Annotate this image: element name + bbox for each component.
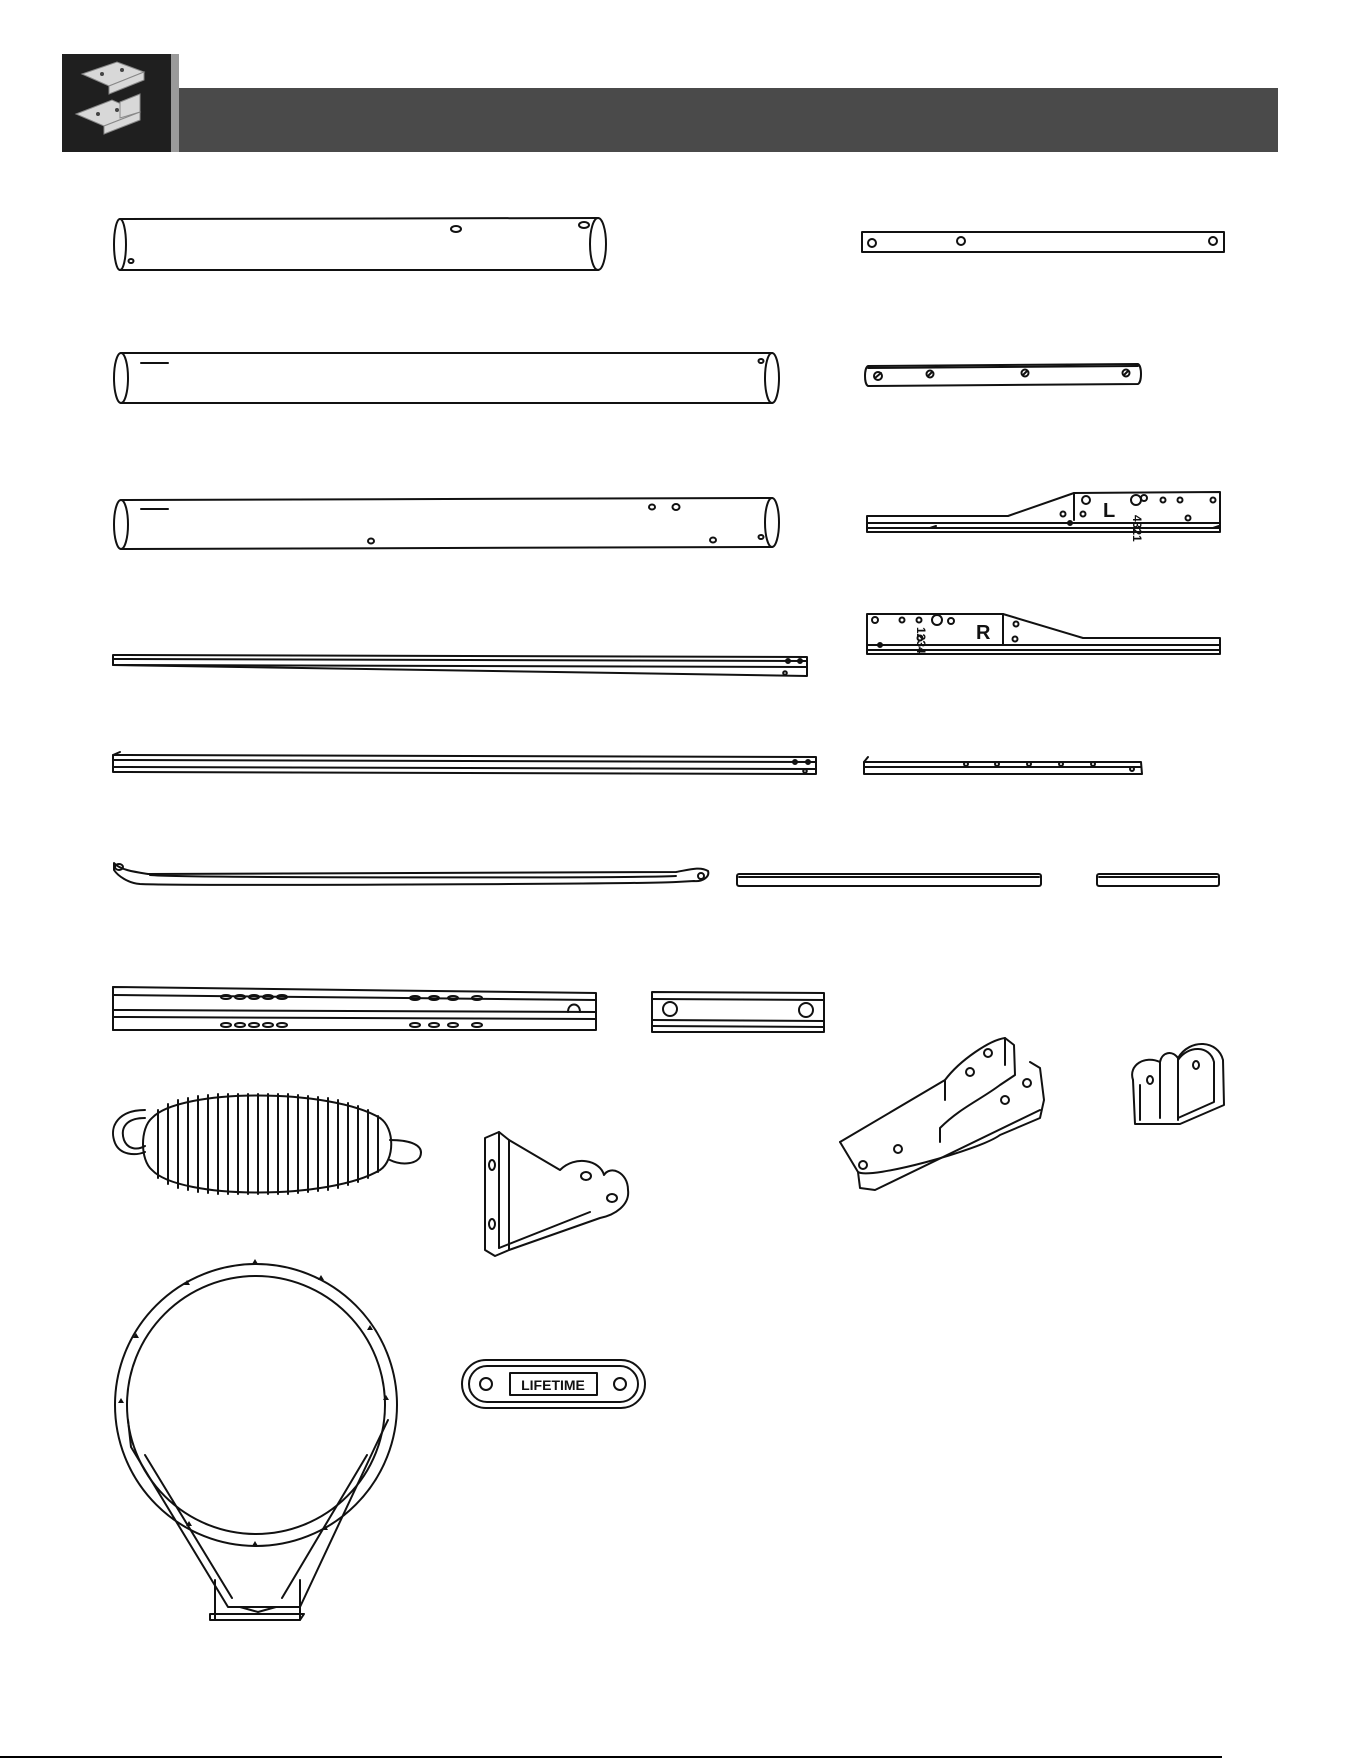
l-bracket <box>485 1132 628 1256</box>
logo-text: LIFETIME <box>521 1377 585 1393</box>
channel-short <box>652 992 824 1032</box>
square-tube-longest <box>113 752 816 774</box>
short-bar <box>1097 874 1219 886</box>
footer-rule <box>0 1756 1222 1758</box>
left-support-arm <box>867 492 1220 532</box>
basketball-rim <box>115 1259 397 1620</box>
channel-long <box>113 987 596 1030</box>
tapered-brace <box>114 863 708 885</box>
u-bracket <box>1132 1044 1224 1124</box>
long-round-pole <box>114 353 779 403</box>
flat-strap-top <box>862 232 1224 252</box>
short-round-pole <box>114 218 606 270</box>
flat-strap <box>865 364 1141 386</box>
long-bar <box>737 874 1041 886</box>
spring <box>113 1094 421 1194</box>
rim-bracket <box>840 1038 1044 1190</box>
left-arm-hole-numbers: 4321 <box>1130 515 1144 542</box>
square-tube-long <box>113 655 807 676</box>
right-arm-hole-numbers: 1234 <box>914 627 928 654</box>
right-arm-label: R <box>976 622 991 644</box>
short-angle-strip <box>864 757 1142 774</box>
left-arm-label: L <box>1103 500 1116 522</box>
long-round-pole-with-holes <box>114 498 779 549</box>
